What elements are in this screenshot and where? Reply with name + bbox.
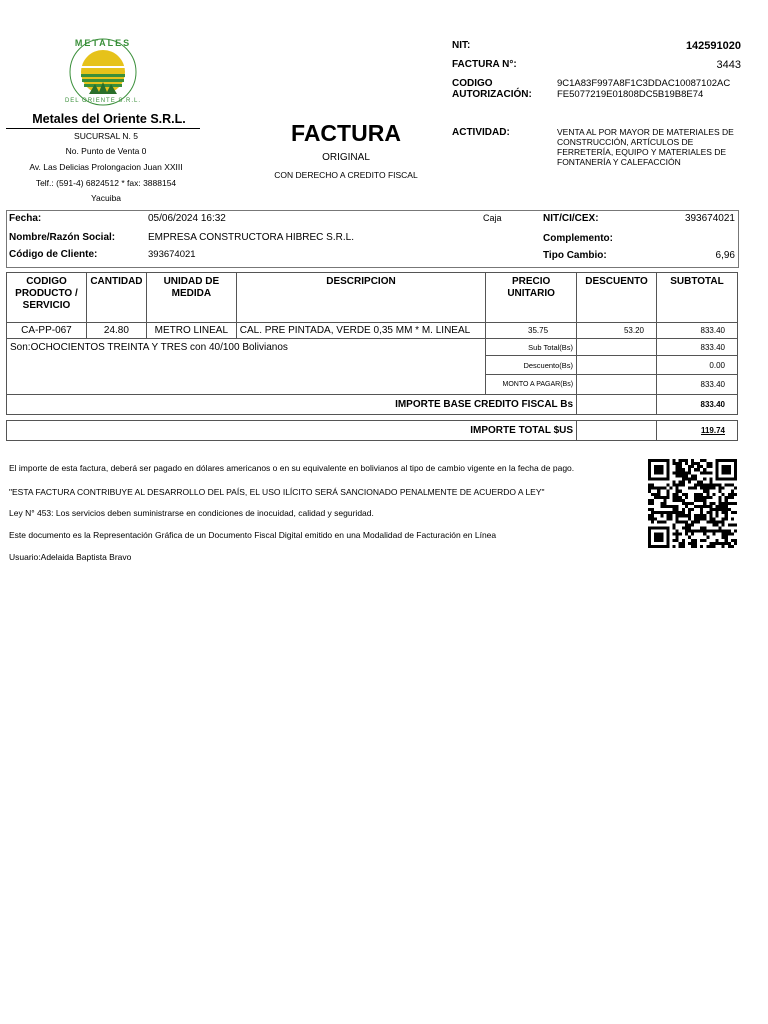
base-credito-label: IMPORTE BASE CREDITO FISCAL Bs — [7, 395, 577, 415]
actividad-value-3: FERRETERÍA, EQUIPO Y MATERIALES DE — [557, 147, 727, 157]
subtotal-row — [7, 339, 738, 356]
codigo-cliente-label: Código de Cliente: — [9, 249, 98, 260]
factura-number-label: FACTURA N°: — [452, 59, 517, 70]
header-precio: PRECIO UNITARIO — [486, 273, 577, 323]
fecha-value: 05/06/2024 16:32 — [148, 213, 226, 224]
descuento-row — [7, 356, 738, 375]
company-name: Metales del Oriente S.R.L. — [32, 112, 186, 126]
company-address: Av. Las Delicias Prolongacion Juan XXIII — [29, 162, 183, 172]
header-descripcion: DESCRIPCION — [236, 273, 485, 323]
client-info-box — [6, 210, 739, 268]
footer-law-note: Ley N° 453: Los servicios deben suministrarse en condiciones de inocuidad, calidad y seguridad. — [9, 508, 374, 518]
tipo-cambio-label: Tipo Cambio: — [543, 250, 607, 261]
base-credito-empty-cell — [577, 395, 657, 415]
subtotal-label: Sub Total(Bs) — [486, 339, 577, 356]
header-descuento: DESCUENTO — [577, 273, 657, 323]
header-subtotal: SUBTOTAL — [657, 273, 738, 323]
subtotal-empty-cell — [577, 339, 657, 356]
nit-value: 142591020 — [685, 40, 741, 52]
header-cantidad: CANTIDAD — [86, 273, 146, 323]
monto-spacer — [7, 375, 486, 395]
codigo-value-1: 9C1A83F997A8F1C3DDAC10087102AC — [557, 78, 731, 89]
row-unidad: METRO LINEAL — [146, 323, 236, 339]
factura-number-value: 3443 — [716, 59, 741, 71]
company-city: Yacuiba — [90, 193, 122, 203]
descuento-total-value: 0.00 — [657, 356, 738, 375]
complemento-label: Complemento: — [543, 233, 613, 244]
monto-empty-cell — [577, 375, 657, 395]
qr-code — [648, 458, 737, 549]
nombre-label: Nombre/Razón Social: — [9, 232, 116, 243]
client-nit-label: NIT/CI/CEX: — [543, 213, 599, 224]
tipo-cambio-value: 6,96 — [715, 250, 735, 261]
base-credito-row — [7, 395, 738, 415]
table-header-row — [7, 273, 738, 323]
items-table — [6, 272, 738, 441]
row-codigo: CA-PP-067 — [7, 323, 87, 339]
invoice-title: FACTURA — [291, 120, 401, 146]
invoice-credit-note: CON DERECHO A CREDITO FISCAL — [274, 170, 418, 180]
actividad-value-1: VENTA AL POR MAYOR DE MATERIALES DE — [557, 127, 734, 137]
descuento-total-label: Descuento(Bs) — [486, 356, 577, 375]
nombre-value: EMPRESA CONSTRUCTORA HIBREC S.R.L. — [148, 232, 354, 243]
codigo-label-1: CODIGO — [452, 78, 493, 89]
row-descuento: 53.20 — [577, 323, 657, 339]
codigo-value-2: FE5077219E01808DC5B19B8E74 — [557, 89, 704, 100]
footer-user: Usuario:Adelaida Baptista Bravo — [9, 552, 132, 562]
header-unidad: UNIDAD DE MEDIDA — [146, 273, 236, 323]
client-nit-value: 393674021 — [684, 213, 735, 224]
footer-payment-note: El importe de esta factura, deberá ser pagado en dólares americanos o en su equivalente en bolivianos al tipo de cambio vigente en la fecha de pago. — [9, 463, 575, 473]
row-subtotal: 833.40 — [657, 323, 738, 339]
logo-text-top: METALES — [74, 38, 132, 48]
descuento-spacer — [7, 356, 486, 375]
footer-digital-note: Este documento es la Representación Gráfica de un Documento Fiscal Digital emitido en una Modalidad de Facturación en Línea — [9, 530, 497, 540]
footer-legal-note: "ESTA FACTURA CONTRIBUYE AL DESARROLLO DEL PAÍS, EL USO ILÍCITO SERÁ SANCIONADO PENALMENTE DE ACUERDO A LEY" — [9, 487, 545, 497]
base-credito-value: 833.40 — [657, 395, 738, 415]
total-usd-empty-cell — [577, 421, 657, 441]
descuento-empty-cell — [577, 356, 657, 375]
son-text: Son:OCHOCIENTOS TREINTA Y TRES con 40/100 Bolivianos — [7, 339, 486, 356]
company-pos: No. Punto de Venta 0 — [65, 146, 147, 156]
row-precio: 35.75 — [486, 323, 577, 339]
actividad-label: ACTIVIDAD: — [452, 127, 510, 138]
monto-row — [7, 375, 738, 395]
row-descripcion: CAL. PRE PINTADA, VERDE 0,35 MM * M. LINEAL — [236, 323, 485, 339]
logo-text-bottom: DEL ORIENTE S.R.L. — [64, 98, 142, 104]
actividad-value-4: FONTANERÍA Y CALEFACCIÓN — [557, 157, 681, 167]
header-codigo: CODIGO PRODUCTO / SERVICIO — [7, 273, 87, 323]
subtotal-value: 833.40 — [657, 339, 738, 356]
table-row — [7, 323, 738, 339]
company-phone: Telf.: (591-4) 6824512 * fax: 3888154 — [35, 178, 177, 188]
invoice-subtitle: ORIGINAL — [322, 152, 370, 163]
total-usd-value: 119.74 — [657, 421, 738, 441]
monto-value: 833.40 — [657, 375, 738, 395]
row-cantidad: 24.80 — [86, 323, 146, 339]
total-usd-label: IMPORTE TOTAL $US — [7, 421, 577, 441]
fecha-label: Fecha: — [9, 213, 42, 224]
codigo-label-2: AUTORIZACIÓN: — [452, 89, 532, 100]
company-name-underline — [6, 128, 200, 129]
codigo-cliente-value: 393674021 — [148, 249, 196, 260]
actividad-value-2: CONSTRUCCIÓN, ARTÍCULOS DE — [557, 137, 694, 147]
monto-label: MONTO A PAGAR(Bs) — [486, 375, 577, 395]
company-branch: SUCURSAL N. 5 — [74, 131, 138, 141]
nit-label: NIT: — [452, 40, 471, 51]
total-usd-row — [7, 421, 738, 441]
caja-label: Caja — [483, 213, 502, 223]
